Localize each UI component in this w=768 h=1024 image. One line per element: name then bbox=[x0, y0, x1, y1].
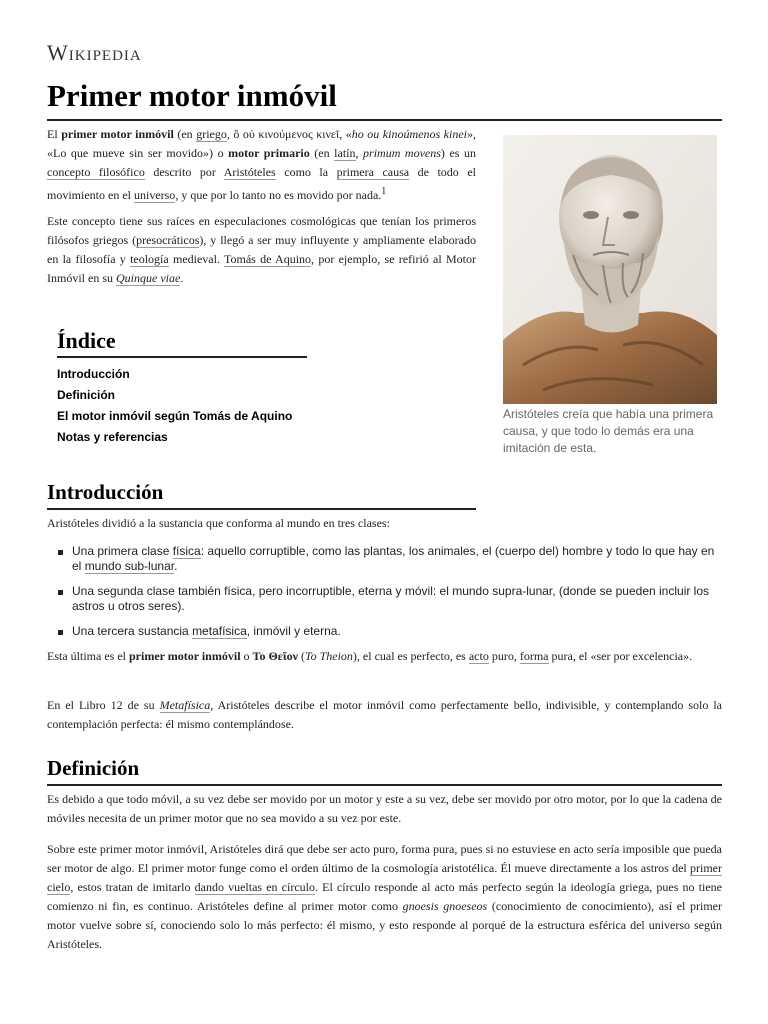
link-fisica[interactable]: física bbox=[172, 544, 201, 558]
intro-lead: Aristóteles dividió a la sustancia que conforma al mundo en tres clases: bbox=[47, 516, 390, 530]
link-tomas-de-aquino[interactable]: Tomás de Aquino bbox=[224, 252, 312, 266]
list-item: Una segunda clase también física, pero incorruptible, eterna y móvil: el mundo supra-lunar, (donde se pueden incluir los astros u otros seres). bbox=[47, 584, 722, 614]
link-primer-cielo[interactable]: primer cielo bbox=[47, 861, 722, 894]
paragraph-metafisica: En el Libro 12 de su Metafísica, Aristóteles describe el motor inmóvil como perfectamente bello, indivisible, y contemplando solo la contemplación perfecta: él mismo contemplándose. bbox=[47, 698, 722, 731]
link-quinque-viae[interactable]: Quinque viae bbox=[116, 271, 181, 285]
page-title: Primer motor inmóvil bbox=[47, 78, 722, 121]
link-teologia[interactable]: teología bbox=[130, 252, 169, 266]
toc-item-tomas-de-aquino[interactable]: El motor inmóvil según Tomás de Aquino bbox=[57, 409, 293, 423]
link-griego[interactable]: griego bbox=[196, 127, 227, 141]
link-mundo-sub-lunar[interactable]: mundo sub-lunar bbox=[84, 559, 175, 573]
paragraph-primer-motor: Esta última es el primer motor inmóvil o Το Θεῖον (To Theion), el cual es perfecto, es acto puro, forma pura, el «ser por excelencia». bbox=[47, 649, 693, 663]
intro-paragraph-2: Este concepto tiene sus raíces en especulaciones cosmológicas que tenían los primeros filósofos griegos (presocráticos), y llegó a ser muy influyente y ampliamente elaborado en la filosofía y teología medieval. Tomás de Aquino, por ejemplo, se refirió al Motor Inmóvil en su Quinque viae. bbox=[47, 214, 477, 285]
link-presocraticos[interactable]: presocráticos bbox=[136, 233, 200, 247]
link-universo[interactable]: universo bbox=[133, 188, 176, 202]
link-concepto-filosofico[interactable]: concepto filosófico bbox=[47, 165, 145, 179]
aristotle-figure bbox=[503, 135, 717, 457]
link-metafisica-libro[interactable]: Metafísica bbox=[159, 698, 211, 712]
section-heading-introduccion: Introducción bbox=[47, 480, 476, 510]
link-acto[interactable]: acto bbox=[468, 649, 489, 663]
list-item: Una primera clase física: aquello corruptible, como las plantas, los animales, el (cuerpo del) hombre y todo lo que hay en el mundo sub-lunar. bbox=[47, 544, 722, 574]
intro-paragraph-1: El primer motor inmóvil (en griego, ὃ οὐ κινούμενος κινεῖ, «ho ou kinoúmenos kinei», «Lo que mueve sin ser movido») o motor primario (en latín, primum movens) es un concepto filosófico descrito por Aristóteles como la primera causa de todo el movimiento en el universo, y que por lo tanto no es movido por nada.$^1$ bbox=[47, 127, 477, 202]
link-dando-vueltas[interactable]: dando vueltas en círculo bbox=[194, 880, 315, 894]
link-forma[interactable]: forma bbox=[519, 649, 549, 663]
list-item: Una tercera sustancia metafísica, inmóvil y eterna. bbox=[47, 624, 722, 639]
link-aristoteles[interactable]: Aristóteles bbox=[223, 165, 276, 179]
reference-1[interactable]: 1 bbox=[381, 186, 387, 197]
figure-caption: Aristóteles creía que había una primera causa, y que todo lo demás era una imitación de esta. bbox=[503, 407, 714, 455]
toc-item-definicion[interactable]: Definición bbox=[57, 388, 116, 402]
definition-paragraph-1: Es debido a que todo móvil, a su vez debe ser movido por un motor y este a su vez, debe ser movido por otro motor, por lo que la cadena de móviles necesita de un primer motor que no sea movido a su vez por este. bbox=[47, 792, 722, 825]
substance-classes-list bbox=[47, 544, 722, 649]
aristotle-bust-image[interactable] bbox=[503, 135, 717, 404]
toc-title: Índice bbox=[57, 328, 307, 358]
link-metafisica[interactable]: metafísica bbox=[192, 624, 247, 638]
wikipedia-logo[interactable]: Wikipedia bbox=[47, 40, 142, 65]
section-heading-definicion: Definición bbox=[47, 756, 722, 786]
link-primera-causa[interactable]: primera causa bbox=[336, 165, 410, 179]
toc-item-notas[interactable]: Notas y referencias bbox=[57, 430, 168, 444]
toc-item-introduccion[interactable]: Introducción bbox=[57, 367, 130, 381]
table-of-contents bbox=[57, 328, 307, 448]
link-latin[interactable]: latín bbox=[334, 146, 356, 160]
definition-paragraph-2: Sobre este primer motor inmóvil, Aristóteles dirá que debe ser acto puro, forma pura, pues si no estuviese en acto sería imposible que pueda ser motor de algo. El primer motor funge como el orden último de la cosmología aristotélica. Él mueve directamente a los astros del primer cielo, estos tratan de imitarlo dando vueltas en círculo. El círculo responde al acto más perfecto según la ideología griega, pues no tiene comienzo ni fin, es continuo. Aristóteles define al primer motor como gnoesis gnoeseos (conocimiento de conocimiento), así el primer motor vuelve sobre sí, conociendo solo lo más perfecto: él mismo, y esto responde al porqué de la estructura esférica del universo según Aristóteles. bbox=[47, 842, 722, 951]
